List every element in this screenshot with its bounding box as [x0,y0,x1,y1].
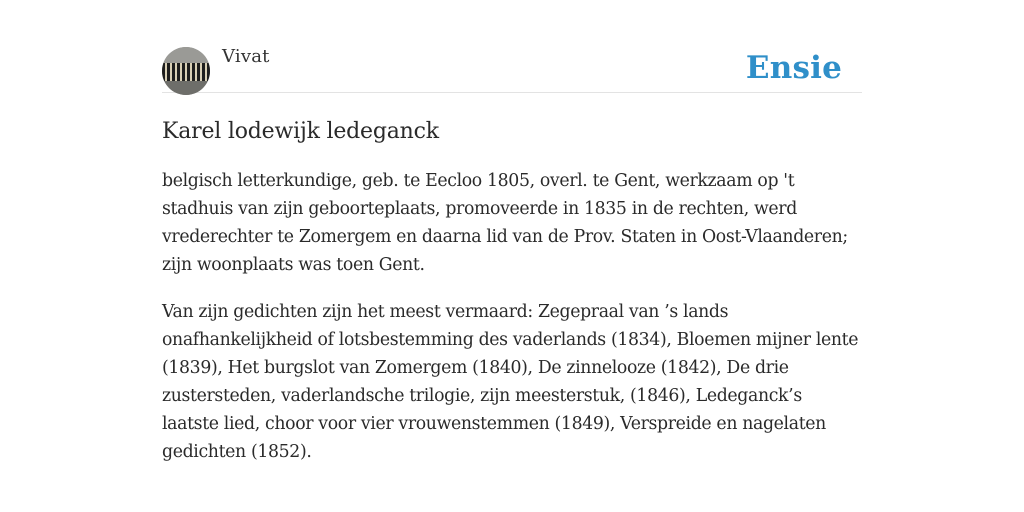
author-name[interactable]: Vivat [222,46,270,67]
avatar-books-image [162,63,210,81]
brand-logo[interactable]: Ensie [745,50,842,86]
author-avatar[interactable] [162,47,210,95]
article-card [162,44,862,466]
article-title: Karel lodewijk ledeganck [162,119,439,144]
article-paragraph: belgisch letterkundige, geb. te Eecloo 1805, overl. te Gent, werkzaam op 't stadhuis van zijn geboorteplaats, promoveerde in 1835 in de rechten, werd vrederechter te Zomergem en daarna lid van de Prov. Staten in Oost-Vlaanderen; zijn woonplaats was toen Gent. [162,171,848,275]
article-header [162,44,862,93]
article-paragraph: Van zijn gedichten zijn het meest vermaard: Zegepraal van ’s lands onafhankelijkheid of lotsbestemming des vaderlands (1834), Bloemen mijner lente (1839), Het burgslot van Zomergem (1840), De zinnelooze (1842), De drie zustersteden, vaderlandsche trilogie, zijn meesterstuk, (1846), Ledeganck’s laatste lied, choor voor vier vrouwenstemmen (1849), Verspreide en nagelaten gedichten (1852). [162,302,859,462]
avatar-shelf [162,81,210,95]
avatar-background [162,47,210,63]
